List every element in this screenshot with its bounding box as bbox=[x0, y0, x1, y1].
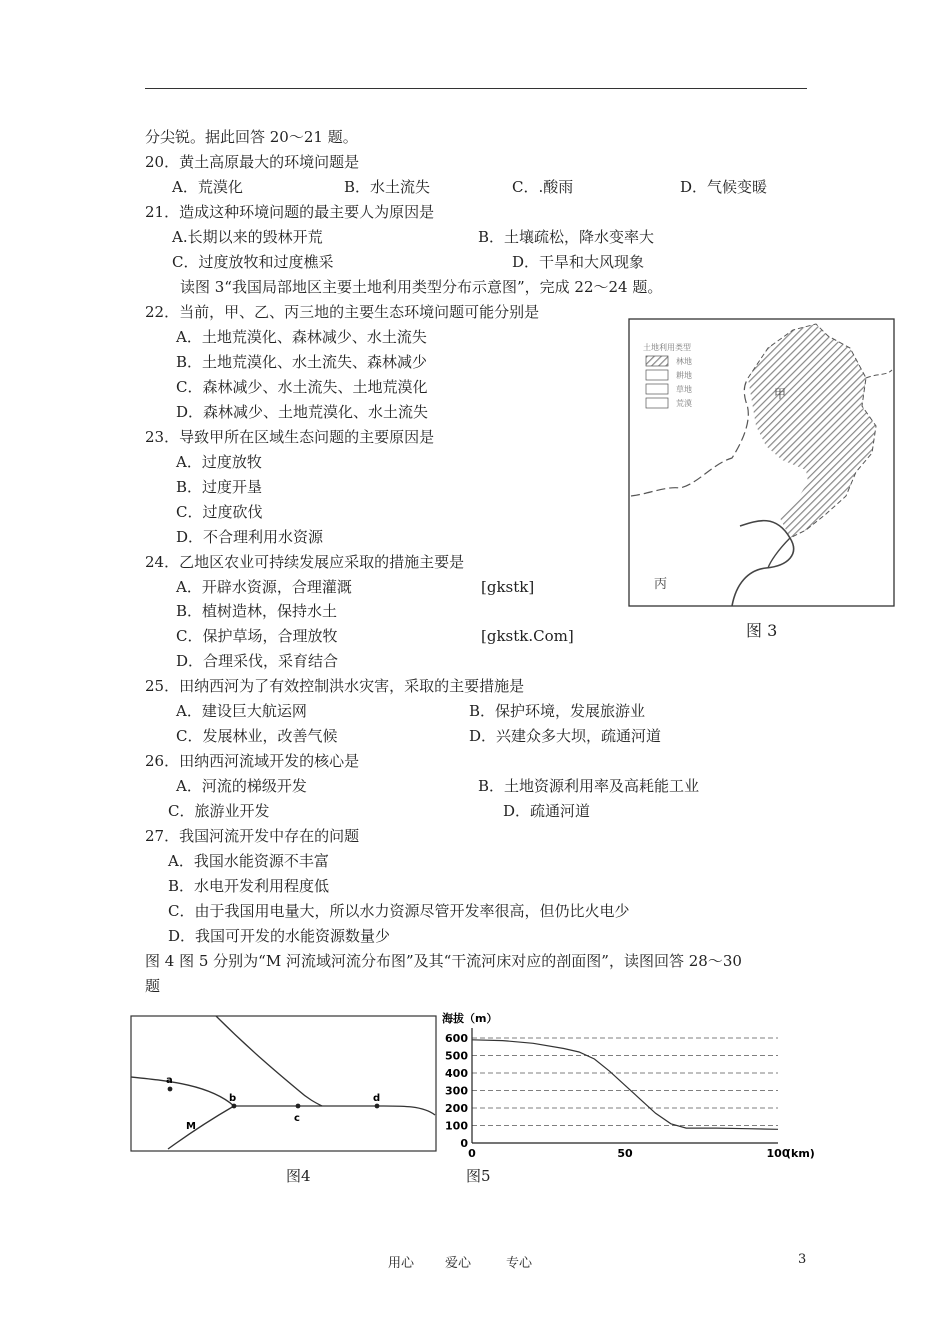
q21-option-c: C．过度放牧和过度樵采 bbox=[172, 253, 334, 271]
point-c bbox=[296, 1104, 301, 1109]
q26-option-d: D．疏通河道 bbox=[503, 802, 591, 820]
intro-line: 分尖锐。据此回答 20～21 题。 bbox=[145, 128, 358, 146]
x-axis-unit: (km) bbox=[786, 1147, 815, 1160]
point-c-label: c bbox=[294, 1113, 300, 1124]
x-tick-label: 100 bbox=[766, 1147, 790, 1160]
q27-option-b: B．水电开发利用程度低 bbox=[168, 877, 330, 895]
q26-stem: 26．田纳西河流域开发的核心是 bbox=[145, 752, 360, 770]
y-tick-label: 600 bbox=[445, 1032, 468, 1045]
read-fig3-instruction: 读图 3“我国局部地区主要土地利用类型分布示意图”，完成 22～24 题。 bbox=[180, 278, 663, 296]
q27-stem: 27．我国河流开发中存在的问题 bbox=[145, 827, 360, 845]
y-tick-label: 500 bbox=[445, 1049, 468, 1063]
q26-option-c: C．旅游业开发 bbox=[168, 802, 270, 820]
q20-stem: 20．黄土高原最大的环境问题是 bbox=[145, 153, 360, 171]
q24-option-b: B．植树造林，保持水土 bbox=[176, 602, 338, 620]
q27-option-d: D．我国可开发的水能资源数量少 bbox=[168, 927, 391, 945]
point-a-label: a bbox=[166, 1075, 173, 1086]
q22-option-d: D．森林减少、土地荒漠化、水土流失 bbox=[176, 403, 429, 421]
riverbed-profile-line bbox=[472, 1040, 778, 1130]
q23-option-c: C．过度砍伐 bbox=[176, 503, 263, 521]
point-d bbox=[375, 1104, 380, 1109]
q23-option-b: B．过度开垦 bbox=[176, 478, 263, 496]
q24-tag-1: [gkstk] bbox=[481, 578, 535, 596]
q27-option-c: C．由于我国用电量大，所以水力资源尽管开发率很高，但仍比火电少 bbox=[168, 902, 630, 920]
q25-option-b: B．保护环境，发展旅游业 bbox=[469, 702, 646, 720]
legend-label-forest: 林地 bbox=[676, 357, 692, 366]
y-tick-label: 200 bbox=[445, 1102, 468, 1115]
legend-label-farmland: 耕地 bbox=[676, 371, 692, 380]
y-tick-label: 100 bbox=[445, 1119, 468, 1133]
q22-option-a: A．土地荒漠化、森林减少、水土流失 bbox=[176, 328, 427, 346]
fig5-profile-chart bbox=[440, 1008, 815, 1163]
point-a bbox=[168, 1087, 173, 1092]
label-bing: 丙 bbox=[654, 577, 668, 592]
read-fig45-instruction-cont: 题 bbox=[145, 977, 161, 995]
q23-option-d: D．不合理利用水资源 bbox=[176, 528, 324, 546]
q26-option-a: A．河流的梯级开发 bbox=[176, 777, 307, 795]
q21-stem: 21．造成这种环境问题的最主要人为原因是 bbox=[145, 203, 435, 221]
legend-label-desert: 荒漠 bbox=[676, 399, 692, 408]
legend-swatch-desert bbox=[646, 398, 668, 408]
q22-stem: 22．当前，甲、乙、丙三地的主要生态环境问题可能分别是 bbox=[145, 303, 540, 321]
q25-option-a: A．建设巨大航运网 bbox=[176, 702, 307, 720]
q24-stem: 24．乙地区农业可持续发展应采取的措施主要是 bbox=[145, 553, 465, 571]
q21-option-b: B．土壤疏松，降水变率大 bbox=[478, 228, 655, 246]
point-b-label: b bbox=[229, 1093, 237, 1104]
q20-option-b: B．水土流失 bbox=[344, 178, 431, 196]
fig4-river-map bbox=[130, 1015, 438, 1153]
q22-option-b: B．土地荒漠化、水土流失、森林减少 bbox=[176, 353, 428, 371]
q22-option-c: C．森林减少、水土流失、土地荒漠化 bbox=[176, 378, 428, 396]
q21-option-d: D．干旱和大风现象 bbox=[512, 253, 645, 271]
legend-swatch-farmland bbox=[646, 370, 668, 380]
q27-option-a: A．我国水能资源不丰富 bbox=[168, 852, 329, 870]
page-number: 3 bbox=[798, 1252, 807, 1267]
river-m-label: M bbox=[186, 1121, 196, 1132]
point-d-label: d bbox=[373, 1093, 381, 1104]
fig3-caption: 图 3 bbox=[746, 621, 778, 640]
legend-swatch-grassland bbox=[646, 384, 668, 394]
legend-swatch-forest bbox=[646, 356, 668, 366]
q23-stem: 23．导致甲所在区域生态问题的主要原因是 bbox=[145, 428, 435, 446]
y-tick-label: 400 bbox=[445, 1067, 468, 1080]
q20-option-a: A．荒漠化 bbox=[172, 178, 243, 196]
footer-text-2: 爱心 bbox=[445, 1256, 472, 1271]
q23-option-a: A．过度放牧 bbox=[176, 453, 262, 471]
label-jia: 甲 bbox=[774, 387, 787, 401]
read-fig45-instruction: 图 4 图 5 分别为“M 河流域河流分布图”及其“干流河床对应的剖面图”，读图回答 28～30 bbox=[145, 952, 742, 970]
y-tick-label: 300 bbox=[445, 1084, 468, 1098]
y-tick-label: 0 bbox=[460, 1137, 468, 1150]
x-tick-label: 0 bbox=[468, 1147, 476, 1160]
q25-option-d: D．兴建众多大坝，疏通河道 bbox=[469, 727, 662, 745]
q24-option-d: D．合理采伐，采育结合 bbox=[176, 652, 339, 670]
fig5-caption: 图5 bbox=[466, 1167, 491, 1185]
q25-option-c: C．发展林业，改善气候 bbox=[176, 727, 338, 745]
header-rule bbox=[145, 88, 807, 89]
q20-option-d: D．气候变暖 bbox=[680, 178, 768, 196]
fig3-land-use-map bbox=[628, 318, 896, 608]
q24-option-a: A．开辟水资源，合理灌溉 bbox=[176, 578, 352, 596]
fig4-caption: 图4 bbox=[286, 1167, 311, 1185]
footer-text-1: 用心 bbox=[388, 1256, 415, 1271]
q21-option-a: A.长期以来的毁林开荒 bbox=[172, 228, 323, 246]
fig3-legend-title: 土地利用类型 bbox=[643, 343, 691, 352]
q25-stem: 25．田纳西河为了有效控制洪水灾害，采取的主要措施是 bbox=[145, 677, 525, 695]
legend-label-grassland: 草地 bbox=[676, 385, 692, 394]
footer-text-3: 专心 bbox=[506, 1256, 533, 1271]
y-axis-title: 海拔（m） bbox=[442, 1012, 498, 1025]
q26-option-b: B．土地资源利用率及高耗能工业 bbox=[478, 777, 700, 795]
q20-option-c: C．.酸雨 bbox=[512, 178, 574, 196]
q24-option-c: C．保护草场，合理放牧 bbox=[176, 627, 338, 645]
q24-tag-2: [gkstk.Com] bbox=[481, 627, 574, 645]
x-tick-label: 50 bbox=[617, 1147, 633, 1160]
point-b bbox=[232, 1104, 237, 1109]
